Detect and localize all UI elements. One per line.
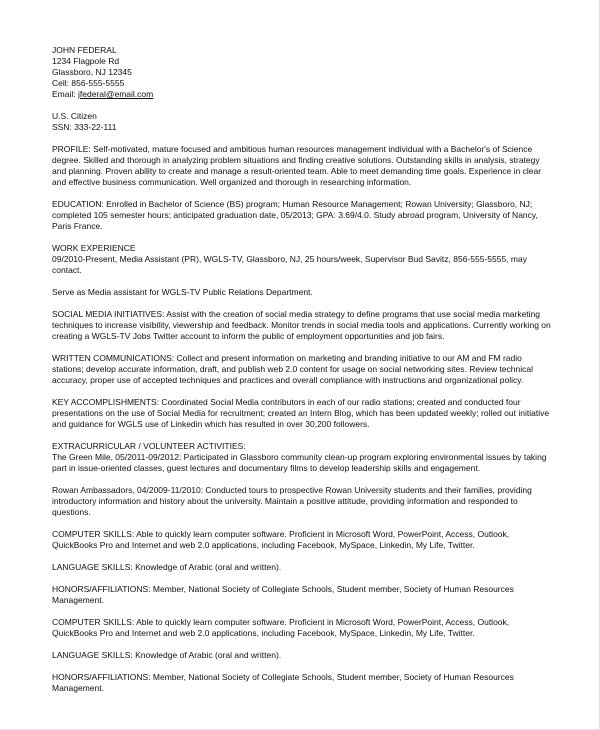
work-job-line: 09/2010-Present, Media Assistant (PR), WGLS-TV, Glassboro, NJ, 25 hours/week, Supervisor Bud Savitz, 856-555-5555, may contact.: [52, 254, 527, 275]
work-summary: Serve as Media assistant for WGLS-TV Public Relations Department.: [52, 287, 313, 297]
skills-section: [52, 529, 552, 694]
spacer: [52, 551, 552, 562]
language-skills: LANGUAGE SKILLS: Knowledge of Arabic (oral and written).: [52, 562, 282, 572]
contact-city: Glassboro, NJ 12345: [52, 67, 132, 77]
contact-email-link[interactable]: jfederal@email.com: [77, 89, 154, 99]
spacer: [52, 386, 552, 397]
computer-skills-repeat: COMPUTER SKILLS: Able to quickly learn computer software. Proficient in Microsoft Word, PowerPoint, Access, Outlook, QuickBooks Pro and Internet and web 2.0 applications, including Facebook, MySpace, Linkedin, My Life, Twitter.: [52, 617, 510, 638]
computer-skills: COMPUTER SKILLS: Able to quickly learn computer software. Proficient in Microsoft Word, PowerPoint, Access, Outlook, QuickBooks Pro and Internet and web 2.0 applications, including Facebook, MySpace, Linkedin, My Life, Twitter.: [52, 529, 510, 550]
work-social-media: SOCIAL MEDIA INITIATIVES: Assist with the creation of social media strategy to define programs that use social media marketing techniques to increase visibility, viewership and feedback. Monitor trends in social media tools and applications. Currently working on creating a WGLS-TV Jobs Twitter account to inform the public of employment opportunities and job fairs.: [52, 309, 551, 341]
spacer: [52, 133, 552, 144]
honors-affiliations-repeat: HONORS/AFFILIATIONS: Member, National Society of Collegiate Schools, Student member, Society of Human Resources Management.: [52, 672, 514, 693]
spacer: [52, 518, 552, 529]
spacer: [52, 661, 552, 672]
extracurricular-heading: EXTRACURRICULAR / VOLUNTEER ACTIVITIES:: [52, 441, 246, 451]
spacer: [52, 232, 552, 243]
work-key-accomplishments: KEY ACCOMPLISHMENTS: Coordinated Social Media contributors in each of our radio stations; created and conducted four presentations on the use of Social Media for recruitment; created an Intern Blog, which has been updated weekly; rolled out initiative and guidance for WGLS use of Linkedin which has resulted in over 30,200 followers.: [52, 397, 550, 429]
spacer: [52, 573, 552, 584]
spacer: [52, 430, 552, 441]
spacer: [52, 100, 552, 111]
spacer: [52, 606, 552, 617]
spacer: [52, 474, 552, 485]
contact-block: [52, 45, 552, 100]
language-skills-repeat: LANGUAGE SKILLS: Knowledge of Arabic (oral and written).: [52, 650, 282, 660]
contact-email-label: Email:: [52, 89, 78, 99]
honors-affiliations: HONORS/AFFILIATIONS: Member, National Society of Collegiate Schools, Student member, Society of Human Resources Management.: [52, 584, 514, 605]
spacer: [52, 276, 552, 287]
contact-cell: Cell: 856-555-5555: [52, 78, 125, 88]
resume-document: [52, 45, 552, 694]
profile-section: PROFILE: Self-motivated, mature focused and ambitious human resources management individual with a Bachelor's of Science degree. Skilled and thorough in analyzing problem situations and finding creative solutions. Outstanding skills in analysis, strategy and planning. Proven ability to create and manage a result-oriented team. Able to meet demanding time goals. Experience in clear and effective business communication. Well organized and thorough in researching information.: [52, 144, 542, 187]
contact-email-line: [52, 89, 552, 100]
work-heading: WORK EXPERIENCE: [52, 243, 136, 253]
extracurricular-section: [52, 441, 552, 518]
status-block: [52, 111, 552, 133]
spacer: [52, 298, 552, 309]
spacer: [52, 639, 552, 650]
citizenship: U.S. Citizen: [52, 111, 97, 121]
work-experience-section: [52, 243, 552, 430]
education-section: EDUCATION: Enrolled in Bachelor of Science (BS) program; Human Resource Management; Rowan University; Glassboro, NJ; completed 105 semester hours; anticipated graduation date, 05/2013; GPA: 3.69/4.0. Study abroad program, University of Nancy, Paris France.: [52, 199, 538, 231]
work-written-communications: WRITTEN COMMUNICATIONS: Collect and present information on marketing and branding initiative to our AM and FM radio stations; develop accurate information, draft, and publish web 2.0 content for usage on social networking sites. Review technical accuracy, proper use of accepted techniques and practices and overall compliance with instructions and organizational policy.: [52, 353, 533, 385]
extracurricular-green-mile: The Green Mile, 05/2011-09/2012: Participated in Glassboro community clean-up program exploring environmental issues by taking part in issue-oriented classes, guest lectures and documentary films to develop leadership skills and engagement.: [52, 452, 547, 473]
spacer: [52, 342, 552, 353]
contact-street: 1234 Flagpole Rd: [52, 56, 120, 66]
extracurricular-ambassadors: Rowan Ambassadors, 04/2009-11/2010: Conducted tours to prospective Rowan University students and their families, providing introductory information and history about the university. Maintain a positive attitude, providing information and responded to questions.: [52, 485, 532, 517]
spacer: [52, 188, 552, 199]
ssn: SSN: 333-22-111: [52, 122, 117, 132]
contact-name: JOHN FEDERAL: [52, 45, 117, 55]
